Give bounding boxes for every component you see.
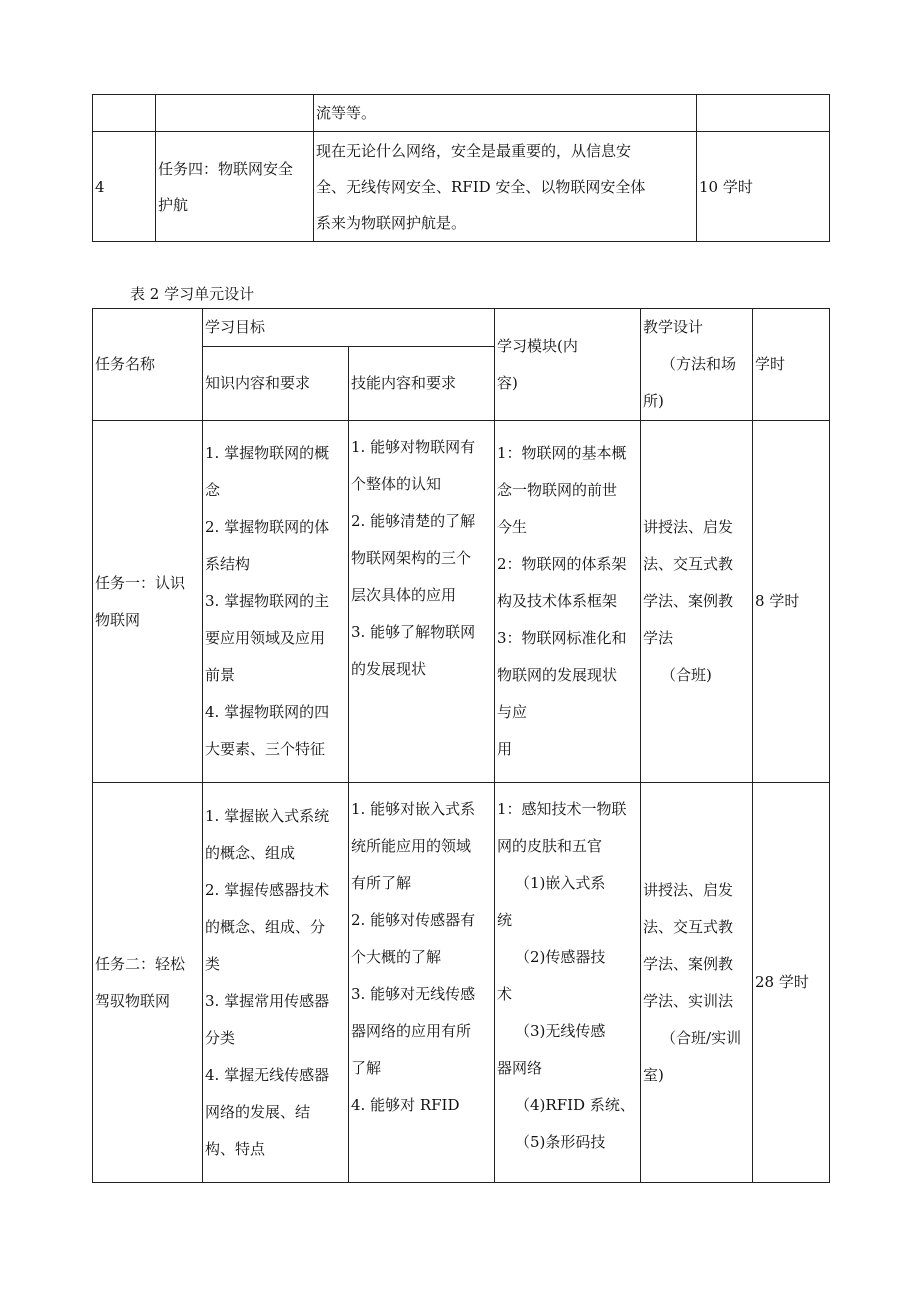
line: 系来为物联网护航是。 bbox=[316, 213, 467, 232]
table-cell bbox=[314, 95, 697, 132]
line: 全、无线传网安全、RFID 安全、以物联网安全体 bbox=[316, 177, 646, 196]
table-row bbox=[93, 132, 830, 242]
hours-cell: 10 学时 bbox=[697, 132, 830, 242]
skill-cell: 1. 能够对物联网有 个整体的认知 2. 能够清楚的了解 物联网架构的三个 层次具体的应用 3. 能够了解物联网 的发展现状 bbox=[349, 421, 495, 783]
header-hours: 学时 bbox=[753, 309, 830, 421]
table-2 bbox=[92, 308, 830, 1183]
line: 任务四：物联网安全 bbox=[158, 159, 294, 178]
header-module: 学习模块(内 容) bbox=[495, 309, 641, 421]
header-knowledge: 知识内容和要求 bbox=[203, 347, 349, 421]
row-number: 4 bbox=[93, 132, 156, 242]
table-caption: 表 2 学习单元设计 bbox=[130, 285, 255, 303]
knowledge-cell: 1. 掌握嵌入式系统 的概念、组成 2. 掌握传感器技术 的概念、组成、分 类 3. 掌握常用传感器 分类 4. 掌握无线传感器 网络的发展、结 构、特点 bbox=[203, 783, 349, 1183]
header-row bbox=[93, 309, 830, 347]
hours-cell: 8 学时 bbox=[753, 421, 830, 783]
task-name-cell: 任务二：轻松 驾驭物联网 bbox=[93, 783, 203, 1183]
table-cell bbox=[93, 95, 156, 132]
task-name-cell: 任务一：认识 物联网 bbox=[93, 421, 203, 783]
module-cell: 1：感知技术一物联 网的皮肤和五官 （1)嵌入式系 统 （2)传感器技 术 （3)无线传感 器网络 （4)RFID 系统、 （5)条形码技 bbox=[495, 783, 641, 1183]
table-1 bbox=[92, 94, 830, 242]
table-cell bbox=[697, 95, 830, 132]
header-task-name: 任务名称 bbox=[93, 309, 203, 421]
knowledge-cell: 1. 掌握物联网的概 念 2. 掌握物联网的体 系结构 3. 掌握物联网的主 要应用领域及应用 前景 4. 掌握物联网的四 大要素、三个特征 bbox=[203, 421, 349, 783]
content-cell bbox=[314, 132, 697, 242]
task-name-cell bbox=[156, 132, 314, 242]
module-cell: 1：物联网的基本概 念一物联网的前世 今生 2：物联网的体系架 构及技术体系框架 3：物联网标准化和 物联网的发展现状 与应 用 bbox=[495, 421, 641, 783]
line: 护航 bbox=[158, 195, 189, 214]
line: 现在无论什么网络，安全是最重要的，从信息安 bbox=[316, 141, 632, 160]
header-skill: 技能内容和要求 bbox=[349, 347, 495, 421]
teaching-cell: 讲授法、启发 法、交互式教 学法、案例教 学法 （合班) bbox=[641, 421, 753, 783]
table-row bbox=[93, 421, 830, 783]
table-cell bbox=[156, 95, 314, 132]
header-teaching: 教学设计 （方法和场 所) bbox=[641, 309, 753, 421]
skill-cell: 1. 能够对嵌入式系 统所能应用的领域 有所了解 2. 能够对传感器有 个大概的了解 3. 能够对无线传感 器网络的应用有所 了解 4. 能够对 RFID bbox=[349, 783, 495, 1183]
header-objectives: 学习目标 bbox=[203, 309, 495, 347]
hours-cell: 28 学时 bbox=[753, 783, 830, 1183]
teaching-cell: 讲授法、启发 法、交互式教 学法、案例教 学法、实训法 （合班/实训 室) bbox=[641, 783, 753, 1183]
table-row bbox=[93, 95, 830, 132]
content-text: 流等等。 bbox=[316, 104, 377, 122]
table-row bbox=[93, 783, 830, 1183]
